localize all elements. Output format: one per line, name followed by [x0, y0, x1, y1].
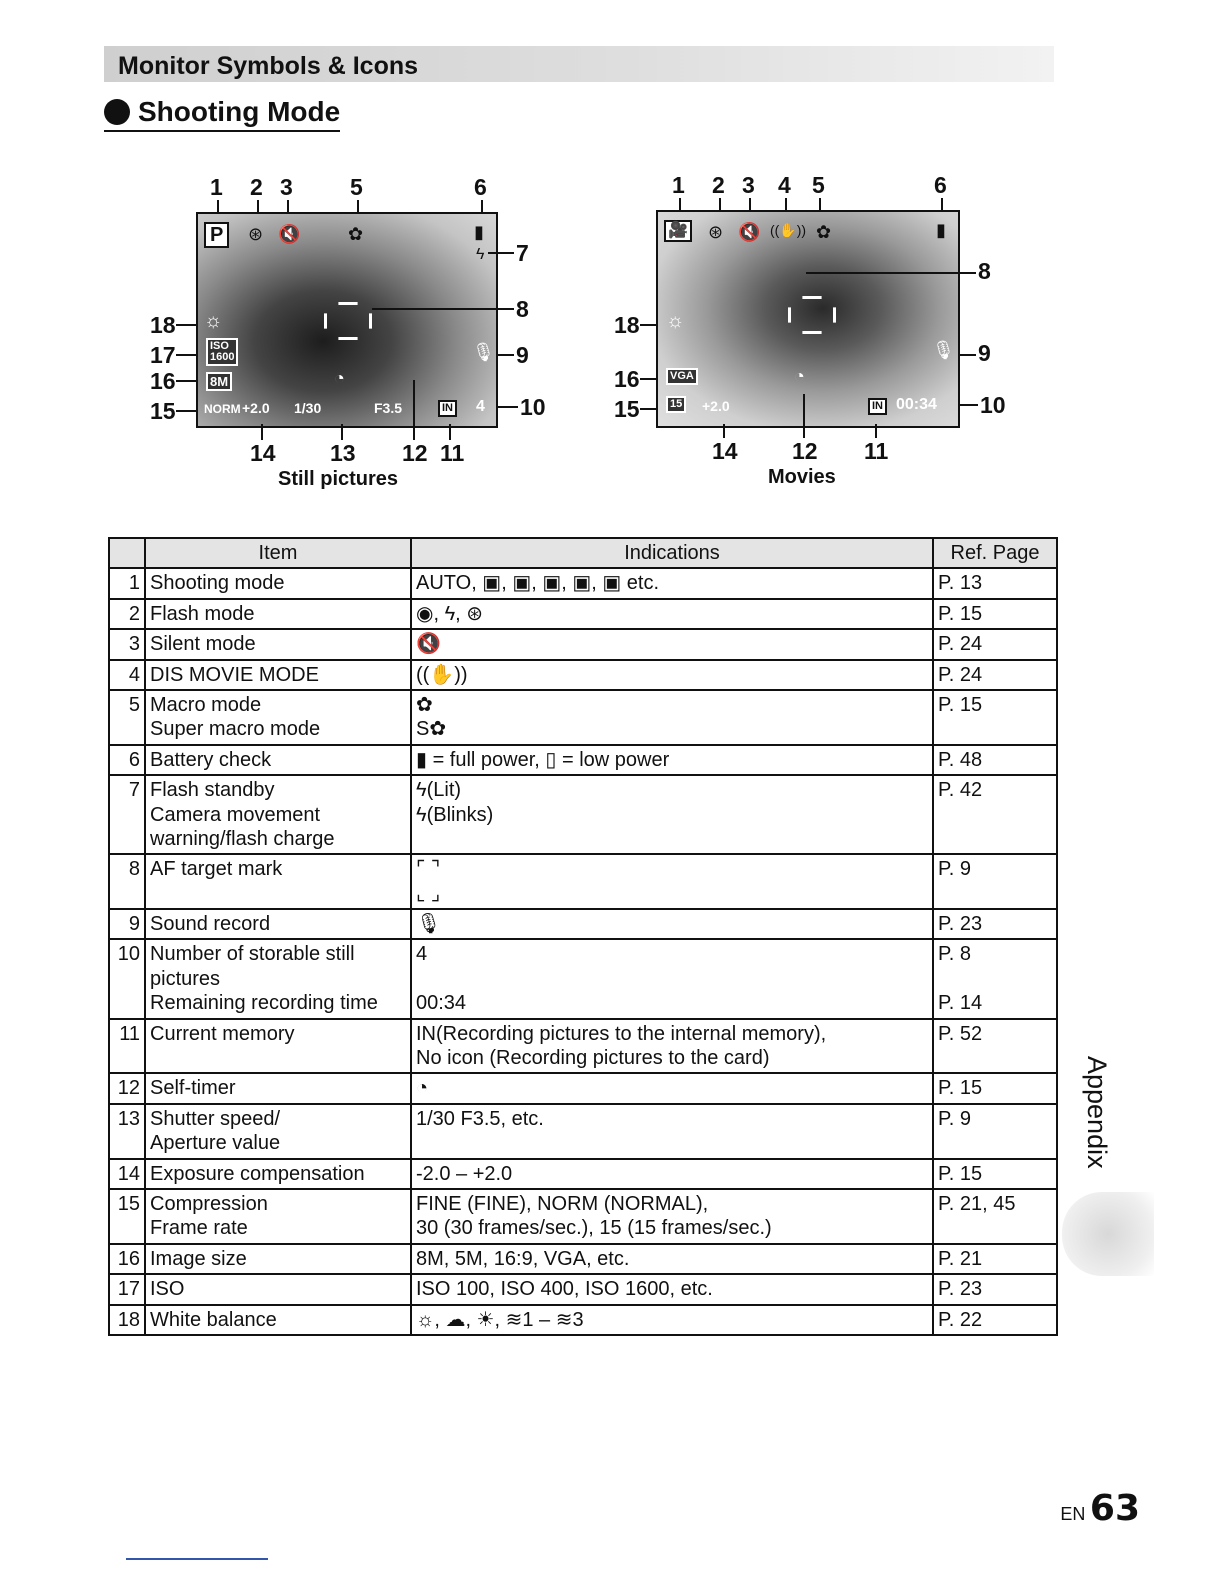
cell-num: 9 — [109, 909, 145, 939]
cell-ref: P. 21, 45 — [933, 1189, 1057, 1244]
cell-item: Flash mode — [145, 599, 411, 629]
still-callout-3: 3 — [280, 174, 293, 200]
still-callout-5: 5 — [350, 174, 363, 200]
cell-item: Number of storable still pictures Remaining recording time — [145, 939, 411, 1018]
movie-callout-16: 16 — [614, 366, 640, 392]
cell-ind: 1/30 F3.5, etc. — [411, 1104, 933, 1159]
cell-ref: P. 42 — [933, 775, 1057, 854]
cell-ref: P. 52 — [933, 1019, 1057, 1074]
header-indications: Indications — [411, 538, 933, 568]
table-row — [109, 629, 1057, 659]
cell-ref: P. 23 — [933, 1274, 1057, 1304]
page-number-value: 63 — [1089, 1488, 1140, 1529]
table-row — [109, 660, 1057, 690]
mode-icon: P — [204, 222, 229, 248]
cell-ind: ☼, ☁, ☀, ≋1 – ≋3 — [411, 1305, 933, 1335]
movie-callout-5: 5 — [812, 172, 825, 198]
cell-item: DIS MOVIE MODE — [145, 660, 411, 690]
movie-callout-9: 9 — [978, 340, 991, 366]
dis-movie-icon: ((✋)) — [770, 222, 807, 238]
appendix-side-tab — [1082, 1056, 1116, 1176]
cell-item: Image size — [145, 1244, 411, 1274]
still-callout-13: 13 — [330, 440, 356, 466]
still-callout-15: 15 — [150, 398, 176, 424]
movie-size-icon: VGA — [666, 368, 698, 385]
still-callout-9: 9 — [516, 342, 529, 368]
af-target-mark — [324, 302, 372, 340]
cell-num: 8 — [109, 854, 145, 909]
movie-silent-icon: 🔇 — [738, 222, 761, 242]
cell-num: 5 — [109, 690, 145, 745]
movie-callout-2: 2 — [712, 172, 725, 198]
header-num — [109, 538, 145, 568]
movie-flash-off-icon: ⊛ — [708, 222, 724, 242]
cell-num: 15 — [109, 1189, 145, 1244]
cell-item: Self-timer — [145, 1073, 411, 1103]
cell-item: Macro mode Super macro mode — [145, 690, 411, 745]
cell-ind: -2.0 – +2.0 — [411, 1159, 933, 1189]
table-row — [109, 745, 1057, 775]
aperture-value: F3.5 — [374, 400, 403, 416]
table-row — [109, 599, 1057, 629]
exposure-value: +2.0 — [242, 400, 270, 416]
cell-item: Compression Frame rate — [145, 1189, 411, 1244]
battery-icon: ▮ — [474, 222, 484, 242]
table-row — [109, 775, 1057, 854]
table-row — [109, 939, 1057, 1018]
cell-item: Shooting mode — [145, 568, 411, 598]
sound-record-icon: 🎙 — [472, 342, 495, 362]
cell-item: Shutter speed/ Aperture value — [145, 1104, 411, 1159]
movie-callout-15: 15 — [614, 396, 640, 422]
cell-item: Flash standby Camera movement warning/flash charge — [145, 775, 411, 854]
movie-callout-4: 4 — [778, 172, 791, 198]
cell-ind: ◉, ϟ, ⊛ — [411, 599, 933, 629]
table-row — [109, 568, 1057, 598]
cell-ref: P. 24 — [933, 660, 1057, 690]
cell-ref: P. 15 — [933, 1073, 1057, 1103]
table-row — [109, 1019, 1057, 1074]
cell-num: 4 — [109, 660, 145, 690]
cell-num: 11 — [109, 1019, 145, 1074]
table-row — [109, 909, 1057, 939]
cell-ref: P. 15 — [933, 690, 1057, 745]
cell-ref: P. 24 — [933, 629, 1057, 659]
still-callout-17: 17 — [150, 342, 176, 368]
movie-white-balance-icon: ☼ — [666, 310, 685, 332]
cell-ind: ((✋)) — [411, 660, 933, 690]
movie-callout-1: 1 — [672, 172, 685, 198]
memory-icon: IN — [438, 400, 457, 417]
bullet-icon — [104, 99, 130, 125]
cell-ind: ISO 100, ISO 400, ISO 1600, etc. — [411, 1274, 933, 1304]
movie-callout-14: 14 — [712, 438, 738, 464]
shutter-speed: 1/30 — [294, 400, 322, 416]
cell-ref: P. 13 — [933, 568, 1057, 598]
cell-ind: ▮ = full power, ▯ = low power — [411, 745, 933, 775]
cell-ref: P. 15 — [933, 599, 1057, 629]
cell-ind: ϟ(Lit) ϟ(Blinks) — [411, 775, 933, 854]
cell-num: 13 — [109, 1104, 145, 1159]
flash-off-icon: ⊛ — [248, 224, 264, 244]
cell-ind: 8M, 5M, 16:9, VGA, etc. — [411, 1244, 933, 1274]
still-callout-14: 14 — [250, 440, 276, 466]
still-caption: Still pictures — [278, 468, 399, 490]
table-row — [109, 1244, 1057, 1274]
cell-num: 2 — [109, 599, 145, 629]
still-callout-18: 18 — [150, 312, 176, 338]
still-callout-16: 16 — [150, 368, 176, 394]
cell-ind: ✿ S✿ — [411, 690, 933, 745]
table-row — [109, 1189, 1057, 1244]
table-row — [109, 1159, 1057, 1189]
cell-item: ISO — [145, 1274, 411, 1304]
cell-ref: P. 21 — [933, 1244, 1057, 1274]
cell-item: Silent mode — [145, 629, 411, 659]
cell-num: 1 — [109, 568, 145, 598]
still-callout-11: 11 — [440, 440, 465, 466]
header-ref: Ref. Page — [933, 538, 1057, 568]
remaining-time: 00:34 — [896, 396, 937, 413]
footer-rule — [126, 1558, 268, 1560]
cell-ind: IN(Recording pictures to the internal memory), No icon (Recording pictures to the card) — [411, 1019, 933, 1074]
still-callout-7: 7 — [516, 240, 529, 266]
movie-macro-icon: ✿ — [816, 222, 832, 242]
side-tab-marker — [1062, 1192, 1154, 1276]
cell-num: 12 — [109, 1073, 145, 1103]
movie-callout-12: 12 — [792, 438, 818, 464]
white-balance-icon: ☼ — [204, 310, 223, 332]
still-screen — [196, 212, 498, 428]
cell-ref: P. 23 — [933, 909, 1057, 939]
appendix-label: Appendix — [1082, 1056, 1112, 1169]
cell-ref: P. 8 P. 14 — [933, 939, 1057, 1018]
section-title: Monitor Symbols & Icons — [118, 52, 419, 80]
table-row — [109, 1104, 1057, 1159]
cell-ref: P. 15 — [933, 1159, 1057, 1189]
movie-memory-icon: IN — [868, 398, 887, 415]
image-size-icon: 8M — [206, 372, 232, 391]
header-item: Item — [145, 538, 411, 568]
cell-num: 7 — [109, 775, 145, 854]
cell-num: 16 — [109, 1244, 145, 1274]
cell-ref: P. 9 — [933, 854, 1057, 909]
cell-ind: FINE (FINE), NORM (NORMAL), 30 (30 frames/sec.), 15 (15 frames/sec.) — [411, 1189, 933, 1244]
cell-item: Sound record — [145, 909, 411, 939]
table-row — [109, 854, 1057, 909]
table-row — [109, 1073, 1057, 1103]
table-header-row — [109, 538, 1057, 568]
movie-battery-icon: ▮ — [936, 220, 946, 240]
still-callout-10: 10 — [520, 394, 546, 420]
remaining-count: 4 — [476, 398, 485, 415]
still-callout-8: 8 — [516, 296, 529, 322]
cell-ind: 4 00:34 — [411, 939, 933, 1018]
movie-screen — [656, 210, 960, 428]
cell-ind: ◔ — [411, 1073, 933, 1103]
frame-rate-icon: 15 — [666, 396, 686, 413]
cell-num: 6 — [109, 745, 145, 775]
movie-mode-icon: 🎥 — [664, 220, 692, 242]
movie-af-target — [788, 296, 836, 334]
cell-ind: 🔇 — [411, 629, 933, 659]
cell-num: 10 — [109, 939, 145, 1018]
movie-self-timer-icon: ◔ — [794, 366, 805, 386]
cell-item: Current memory — [145, 1019, 411, 1074]
self-timer-icon: ◔ — [334, 368, 345, 388]
table-row — [109, 1274, 1057, 1304]
subsection-title — [104, 96, 340, 132]
movie-callout-10: 10 — [980, 392, 1006, 418]
cell-num: 3 — [109, 629, 145, 659]
silent-mode-icon: 🔇 — [278, 224, 301, 244]
iso-icon: ISO 1600 — [206, 338, 238, 366]
cell-ref: P. 22 — [933, 1305, 1057, 1335]
cell-ind: 🎙 — [411, 909, 933, 939]
still-callout-1: 1 — [210, 174, 223, 200]
cell-num: 14 — [109, 1159, 145, 1189]
table-row — [109, 690, 1057, 745]
movie-caption: Movies — [768, 466, 836, 488]
cell-item: Exposure compensation — [145, 1159, 411, 1189]
cell-item: AF target mark — [145, 854, 411, 909]
macro-icon: ✿ — [348, 224, 364, 244]
subsection-label: Shooting Mode — [138, 96, 341, 127]
still-callout-2: 2 — [250, 174, 263, 200]
still-callout-12: 12 — [402, 440, 428, 466]
compression-icon: NORM — [204, 402, 241, 416]
movie-callout-11: 11 — [864, 438, 889, 464]
cell-ind: AUTO, ▣, ▣, ▣, ▣, ▣ etc. — [411, 568, 933, 598]
movie-callout-18: 18 — [614, 312, 640, 338]
cell-item: White balance — [145, 1305, 411, 1335]
cell-num: 17 — [109, 1274, 145, 1304]
cell-ref: P. 9 — [933, 1104, 1057, 1159]
cell-item: Battery check — [145, 745, 411, 775]
symbols-table — [108, 537, 1058, 1336]
movie-callout-3: 3 — [742, 172, 755, 198]
movie-callout-6: 6 — [934, 172, 947, 198]
page-number — [1060, 1488, 1140, 1529]
cell-ind: ⌜ ⌝ ⌞ ⌟ — [411, 854, 933, 909]
language-code: EN — [1060, 1504, 1086, 1524]
flash-standby-icon: ϟ — [476, 246, 485, 263]
movie-sound-icon: 🎙 — [932, 340, 955, 360]
cell-num: 18 — [109, 1305, 145, 1335]
cell-ref: P. 48 — [933, 745, 1057, 775]
still-callout-6: 6 — [474, 174, 487, 200]
table-row — [109, 1305, 1057, 1335]
movie-callout-8: 8 — [978, 258, 991, 284]
movie-exposure: +2.0 — [702, 398, 730, 414]
